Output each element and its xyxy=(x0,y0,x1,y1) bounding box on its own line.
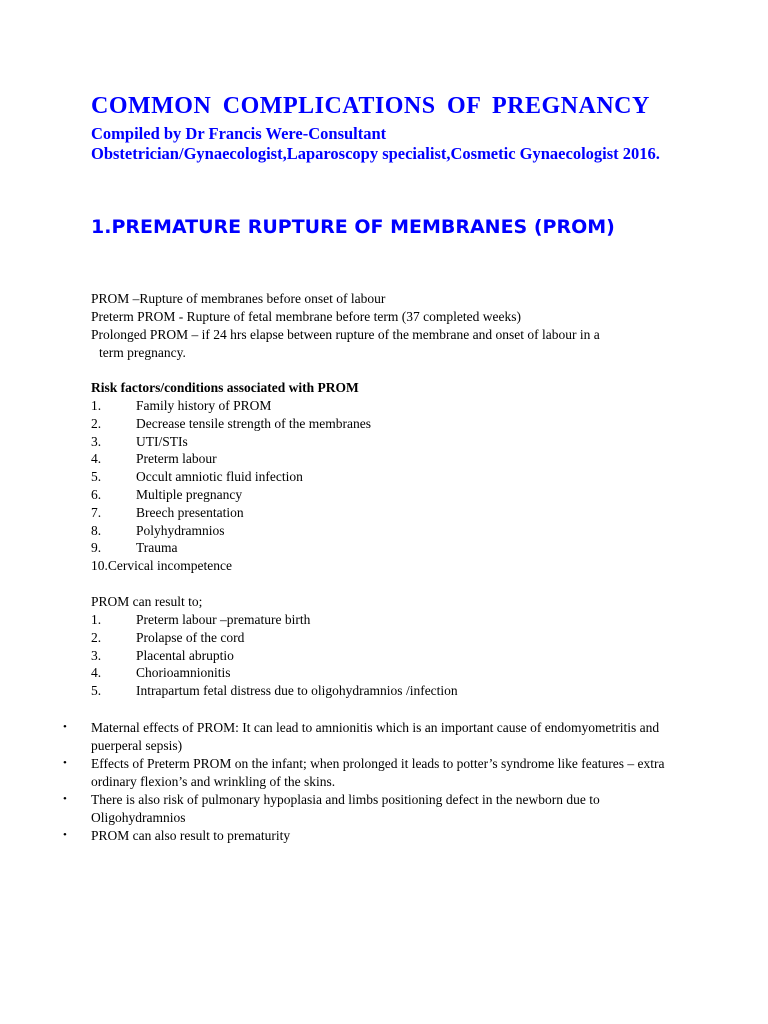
bullet-item: • PROM can also result to prematurity xyxy=(63,828,291,843)
definition-prom: PROM –Rupture of membranes before onset of labour xyxy=(91,291,386,306)
list-item: 2. Prolapse of the cord xyxy=(91,629,245,645)
effects-bullet-list xyxy=(63,719,673,846)
section-heading: 1.PREMATURE RUPTURE OF MEMBRANES (PROM) xyxy=(91,216,615,238)
list-item: 9. Trauma xyxy=(91,540,178,556)
definition-prolonged-prom-cont: term pregnancy. xyxy=(99,345,186,360)
bullet-item: • Maternal effects of PROM: It can lead to amnionitis which is an important cause of endomyometritis and puerperal sepsis) xyxy=(63,720,660,753)
author-credit: Compiled by Dr Francis Were-Consultant Obstetrician/Gynaecologist,Laparoscopy specialist,Cosmetic Gynaecologist 2016. xyxy=(91,124,660,163)
list-item: 1. Preterm labour –premature birth xyxy=(91,612,311,627)
list-item: 5. Intrapartum fetal distress due to oligohydramnios /infection xyxy=(91,683,458,699)
list-item: 4. Chorioamnionitis xyxy=(91,665,231,681)
bullet-item: • Effects of Preterm PROM on the infant; when prolonged it leads to potter’s syndrome like features – extra ordinary flexion’s and wrinkling of the skins. xyxy=(63,756,665,789)
list-item: 8. Polyhydramnios xyxy=(91,522,225,538)
bullet-icon: • xyxy=(63,721,67,733)
list-item: 3. Placental abruptio xyxy=(91,647,234,663)
risk-factor-10: 10.Cervical incompetence xyxy=(91,558,232,573)
bullet-icon: • xyxy=(63,793,67,805)
document-title: COMMON COMPLICATIONS OF PREGNANCY xyxy=(91,93,650,119)
list-item: 4. Preterm labour xyxy=(91,451,217,467)
bullet-icon: • xyxy=(63,757,67,769)
bullet-item: • There is also risk of pulmonary hypoplasia and limbs positioning defect in the newborn due to Oligohydramnios xyxy=(63,792,600,825)
results-list xyxy=(91,611,458,700)
list-item: 3. UTI/STIs xyxy=(91,433,188,449)
list-item: 2. Decrease tensile strength of the membranes xyxy=(91,415,372,431)
results-heading: PROM can result to; xyxy=(91,594,203,609)
list-item: 1. Family history of PROM xyxy=(91,398,272,413)
definition-preterm-prom: Preterm PROM - Rupture of fetal membrane before term (37 completed weeks) xyxy=(91,309,521,324)
definition-prolonged-prom: Prolonged PROM – if 24 hrs elapse between rupture of the membrane and onset of labour in a xyxy=(91,327,600,342)
list-item: 6. Multiple pregnancy xyxy=(91,486,243,502)
list-item: 7. Breech presentation xyxy=(91,504,244,520)
bullet-icon: • xyxy=(63,829,67,841)
list-item: 5. Occult amniotic fluid infection xyxy=(91,469,303,485)
risk-factors-list xyxy=(91,397,371,557)
risk-factors-heading: Risk factors/conditions associated with PROM xyxy=(91,380,359,395)
